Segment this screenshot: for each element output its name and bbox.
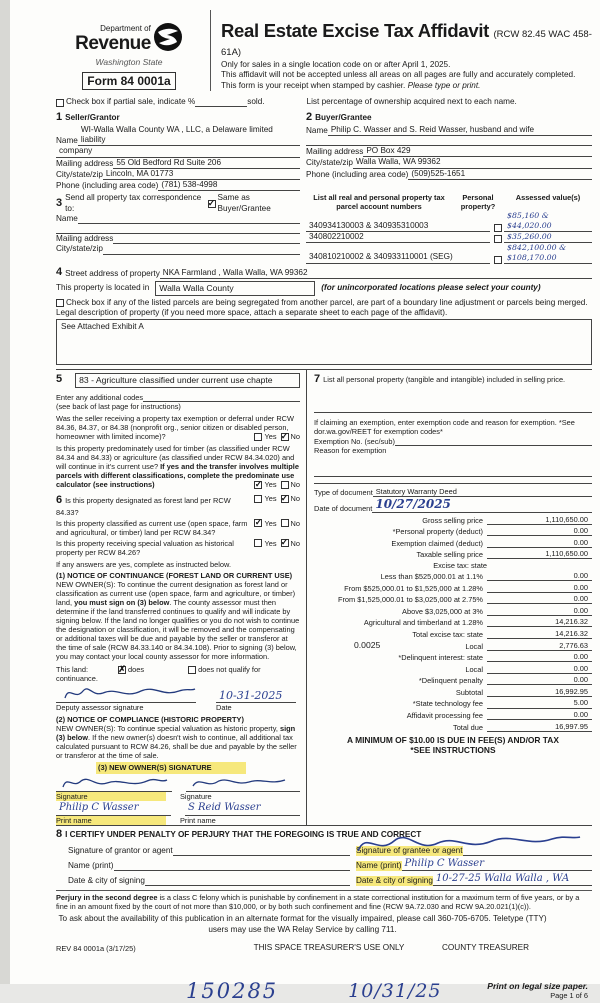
fee-label: Affidavit processing fee <box>406 711 483 720</box>
s5-q1-no-checkbox[interactable]: ✓ <box>280 430 289 441</box>
county-select[interactable]: Walla Walla County <box>155 281 315 296</box>
no-label: No <box>290 480 300 490</box>
personal-property-text: List all personal property (tangible and intangible) included in selling price. <box>323 375 566 385</box>
this-land-label: This land: <box>56 665 89 675</box>
s5-q2-no-checkbox[interactable] <box>281 481 289 489</box>
perjury-note: Perjury in the second degree is a class C felony which is punishable by confinement in a state correctional institution for a maximum term of five years, or by a fine in an amount fixed by the court of not more than $10,000, or by both such confinement and fine (RCW 9A.72.030 and RCW 9A.20.021(1)(c)). <box>56 890 592 911</box>
fee-value-input[interactable]: 0.00 <box>487 606 592 616</box>
fee-value-input[interactable]: 0.00 <box>487 594 592 604</box>
fee-value-input[interactable]: 0.00 <box>487 526 592 536</box>
corr-name-label: Name <box>56 213 78 223</box>
current-use-question: Is this property classified as current use (open space, farm and agricultural, or timber) land per RCW 84.34? <box>56 518 248 537</box>
parcel-number-input[interactable]: 340810210002 & 340933110001 (SEG) <box>306 252 490 263</box>
fee-value-input[interactable]: 1,110,650.00 <box>487 515 592 525</box>
treasurer-stamp-date: 10/31/25 <box>348 979 442 1002</box>
grantor-signature-input[interactable] <box>173 846 350 856</box>
parcel-table <box>306 193 592 263</box>
seller-heading: Seller/Grantor <box>65 113 120 122</box>
deputy-assessor-signature-line[interactable] <box>56 682 196 703</box>
dept-of-label: Department of <box>100 24 151 33</box>
does-label: does <box>128 665 145 675</box>
continuance-label: continuance. <box>56 674 98 684</box>
corr-name-input[interactable] <box>78 214 300 224</box>
tax-correspondence-section <box>56 193 306 263</box>
see-instructions-note: *SEE INSTRUCTIONS <box>410 744 496 755</box>
fee-value-input[interactable]: 2,776.63 <box>487 641 592 651</box>
signature-2-label: Signature <box>180 791 212 801</box>
buyer-address-input[interactable]: PO Box 429 <box>363 146 592 157</box>
s6-q3-no-checkbox[interactable]: ✓ <box>280 537 289 548</box>
seller-csz-label: City/state/zip <box>56 169 103 179</box>
fee-label: Less than $525,000.01 at 1.1% <box>380 572 483 582</box>
corr-csz-input[interactable] <box>103 245 300 255</box>
seller-address-input[interactable]: 55 Old Bedford Rd Suite 206 <box>113 158 300 169</box>
fee-value-input[interactable]: 1,110,650.00 <box>487 549 592 559</box>
no-label: No <box>290 432 300 442</box>
exemption-no-input[interactable] <box>395 436 592 446</box>
section-3-label: Send all property tax correspondence to: <box>65 193 202 213</box>
grantor-signature-label: Signature of grantor or agent <box>68 846 173 856</box>
partial-sale-suffix: sold. <box>247 96 265 106</box>
tty-note: To ask about the availability of this publication in an alternate format for the visually impaired, please call 360-705-6705. Teletype (TTY) users may use the WA Relay Service by calling 711. <box>58 914 547 934</box>
additional-codes-label: Enter any additional codes <box>56 392 144 402</box>
page-number: Page 1 of 6 <box>550 991 588 1001</box>
grantor-name-input[interactable] <box>114 861 351 871</box>
print-name-1-input[interactable]: Philip C Wasser <box>56 802 171 815</box>
grantor-date-label: Date & city of signing <box>68 876 145 886</box>
fee-value-input[interactable]: 0.00 <box>487 583 592 593</box>
seller-address-label: Mailing address <box>56 158 114 168</box>
print-name-2-input[interactable]: S Reid Wasser <box>185 802 300 815</box>
yes-label: Yes <box>264 538 277 548</box>
located-in-label: This property is located in <box>56 283 150 293</box>
new-owner-signature-2-line[interactable] <box>186 773 300 792</box>
deputy-signature-label: Deputy assessor signature <box>56 703 144 713</box>
excise-tax-state-header: Excise tax: state <box>433 560 487 570</box>
legal-description-label: Legal description of property (if you need more space, attach a separate sheet to each page of the affidavit). <box>56 308 448 318</box>
grantee-name-input[interactable]: Philip C Wasser <box>402 858 593 872</box>
section-7-number: 7 <box>314 373 321 386</box>
assessed-value-input[interactable]: $35,260.00 <box>504 232 592 243</box>
grantee-signature-label: Signature of grantee or agent <box>356 846 463 856</box>
yes-label: Yes <box>264 494 277 504</box>
dor-swirl-logo-icon <box>153 22 183 57</box>
fee-label: Exemption claimed (deduct) <box>391 538 483 548</box>
does-not-label: does not qualify for <box>198 665 261 675</box>
reason-exemption-input[interactable] <box>314 467 592 477</box>
buyer-address-label: Mailing address <box>306 147 364 156</box>
fee-label: From $525,000.01 to $1,525,000 at 1.28% <box>344 583 483 593</box>
section-5-6-column <box>56 370 306 824</box>
buyer-phone-label: Phone (including area code) <box>306 169 409 179</box>
buyer-name-input[interactable]: Philip C. Wasser and S. Reid Wasser, husband and wife <box>328 125 592 136</box>
ownership-note: List percentage of ownership acquired next to each name. <box>306 96 517 106</box>
fee-label: *State technology fee <box>412 699 483 709</box>
partial-sale-label: Check box if partial sale, indicate % <box>66 96 196 106</box>
grantee-signature-image <box>352 827 582 857</box>
s6-q1-yes-checkbox[interactable] <box>254 495 262 503</box>
historical-property-question: Is this property receiving special valuation as historical property per RCW 84.26? <box>56 538 234 557</box>
date-of-document-label: Date of document <box>314 503 373 513</box>
certify-statement: I CERTIFY UNDER PENALTY OF PERJURY THAT THE FOREGOING IS TRUE AND CORRECT <box>65 829 422 839</box>
new-owner-signature-1-line[interactable] <box>56 773 172 792</box>
minimum-due-note: A MINIMUM OF $10.00 IS DUE IN FEE(S) AND/OR TAX <box>347 734 559 745</box>
seller-phone-label: Phone (including area code) <box>56 181 159 190</box>
grantor-name-label: Name (print) <box>68 861 114 871</box>
land-use-code-select[interactable]: 83 - Agriculture classified under current use chapte <box>75 373 300 387</box>
parcel-number-input[interactable]: 340934130003 & 340935310003 <box>306 221 490 232</box>
fee-label: Subtotal <box>455 687 483 697</box>
if-any-answers-note: If any answers are yes, complete as instructed below. <box>56 559 231 569</box>
personal-property-col-header: Personal property? <box>460 193 496 212</box>
section-7-fees-column <box>306 370 592 824</box>
assessed-value-col-header: Assessed value(s) <box>515 193 581 203</box>
partial-sale-percent-input[interactable] <box>195 97 247 107</box>
print-legal-note: Print on legal size paper. <box>487 981 588 992</box>
predominate-use-question-bold: If yes and the transfer involves multiple parcels with different classifications, complete the predominate use calculator (see instructions) <box>56 462 299 490</box>
type-of-document-label: Type of document <box>314 487 373 497</box>
street-address-label: Street address of property <box>65 269 160 278</box>
deputy-date-input[interactable]: 10-31-2025 <box>216 689 296 703</box>
personal-property-checkbox-3[interactable] <box>494 256 502 264</box>
parcel-number-input[interactable]: 340802210002 <box>306 232 490 243</box>
property-address-section <box>56 266 592 366</box>
parcel-row <box>306 232 592 243</box>
buyer-heading: Buyer/Grantee <box>315 113 372 122</box>
notice-compliance-title: (2) NOTICE OF COMPLIANCE (HISTORIC PROPERTY) <box>56 715 244 725</box>
buyer-phone-input[interactable]: (509)525-1651 <box>408 169 592 180</box>
washington-state-label: Washington State <box>95 57 163 67</box>
additional-codes-input[interactable] <box>143 392 300 402</box>
parcel-col-header: List all real and personal property tax parcel account numbers <box>313 193 445 212</box>
fee-label: Agricultural and timberland at 1.28% <box>363 618 483 628</box>
form-header <box>56 10 592 91</box>
print-name-1-label: Print name <box>56 816 166 825</box>
fee-label: Above $3,025,000 at 3% <box>402 606 483 616</box>
exemption-no-label: Exemption No. (sec/sub) <box>314 436 395 446</box>
header-note-2: This affidavit will not be accepted unless all areas on all pages are fully and accurately completed. <box>221 70 576 80</box>
fee-label: *Delinquent penalty <box>418 676 483 686</box>
type-of-document-input[interactable]: Statutory Warranty Deed <box>373 487 592 497</box>
fee-label: Taxable selling price <box>416 550 483 560</box>
print-name-2-label: Print name <box>180 815 216 825</box>
fee-value-input[interactable]: 14,216.32 <box>487 617 592 627</box>
street-address-input[interactable]: NKA Farmland , Walla Walla, WA 99362 <box>160 268 592 279</box>
yes-label: Yes <box>264 518 277 528</box>
county-treasurer-label: COUNTY TREASURER <box>442 942 530 952</box>
rev-number: REV 84 0001a (3/17/25) <box>56 943 136 953</box>
treasurer-space-label: THIS SPACE TREASURER'S USE ONLY <box>253 942 405 952</box>
buyer-csz-label: City/state/zip <box>306 158 353 168</box>
header-note-1: Only for sales in a single location code on or after April 1, 2025. <box>221 60 451 69</box>
date-of-document-input[interactable]: 10/27/2025 <box>372 497 592 513</box>
buyer-name-input-2[interactable] <box>306 136 592 146</box>
seller-phone-input[interactable]: (781) 538-4998 <box>158 180 300 191</box>
dor-logo-block <box>56 10 202 91</box>
seller-exemption-question: Was the seller receiving a property tax exemption or deferral under RCW 84.36, 84.37, or 84.38 (nonprofit org., senior citizen or disabled person, homeowner with limited income)? <box>56 414 294 442</box>
partial-sale-row <box>56 97 592 107</box>
seller-name-label: Name <box>56 136 78 145</box>
s6-q3-yes-checkbox[interactable] <box>254 539 262 547</box>
grantee-date-label: Date & city of signing <box>356 876 433 886</box>
yes-label: Yes <box>264 480 277 490</box>
title-block <box>210 10 592 91</box>
certification-section <box>56 828 592 887</box>
header-note-3: This form is your receipt when stamped by cashier. <box>221 80 406 90</box>
same-as-buyer-checkbox[interactable]: ✓ <box>207 197 216 208</box>
section-3-number: 3 <box>56 196 63 209</box>
personal-property-checkbox-1[interactable] <box>494 224 502 232</box>
form-title: Real Estate Excise Tax Affidavit <box>221 20 490 41</box>
buyer-csz-input[interactable]: Walla Walla, WA 99362 <box>353 157 592 168</box>
s5-q2-yes-checkbox[interactable]: ✓ <box>254 478 263 489</box>
notice-continuance-title: (1) NOTICE OF CONTINUANCE (FOREST LAND OR CURRENT USE) <box>56 570 293 580</box>
no-label: No <box>290 494 300 504</box>
fee-label: Total excise tax: state <box>412 629 483 639</box>
fee-value-input[interactable]: 5.00 <box>487 698 592 708</box>
parcel-row <box>306 211 592 231</box>
section-6-number: 6 <box>56 494 63 507</box>
form-title-rcw: (RCW 82.45 WAC 458-61A) <box>221 29 592 58</box>
fee-label: Local <box>465 664 483 674</box>
personal-property-input[interactable] <box>314 403 592 413</box>
fee-value-input[interactable]: 0.00 <box>487 571 592 581</box>
deputy-assessor-signature-image <box>59 682 197 702</box>
grantee-name-label: Name (print) <box>356 861 402 871</box>
section-8-number: 8 <box>56 827 63 840</box>
s6-q2-no-checkbox[interactable] <box>281 519 289 527</box>
form-number: Form 84 0001a <box>82 72 175 90</box>
buyer-grantee-section <box>306 111 592 191</box>
exemption-instructions: If claiming an exemption, enter exemption code and reason for exemption. *See dor.wa.gov/REET for exemption codes* <box>314 417 575 436</box>
segregated-checkbox[interactable] <box>56 299 64 307</box>
corr-csz-label: City/state/zip <box>56 244 103 254</box>
fee-label: Local <box>465 641 483 651</box>
seller-csz-input[interactable]: Lincoln, MA 01773 <box>103 169 300 180</box>
yes-label: Yes <box>264 432 277 442</box>
forest-land-question: Is this property designated as forest land per RCW 84.33? <box>56 496 231 517</box>
grantor-date-input[interactable] <box>145 876 350 886</box>
header-note-3-italic: Please type or print. <box>407 80 481 90</box>
fee-value-input[interactable]: 0.00 <box>487 538 592 548</box>
personal-property-checkbox-2[interactable] <box>494 235 502 243</box>
signature-1-label: Signature <box>56 792 166 801</box>
local-rate-value: 0.0025 <box>354 640 381 651</box>
additional-codes-note: (see back of last page for instructions) <box>56 401 181 411</box>
s5-q1-yes-checkbox[interactable] <box>254 433 262 441</box>
fee-label: Gross selling price <box>422 515 483 525</box>
same-as-buyer-label: Same as Buyer/Grantee <box>217 193 271 213</box>
fee-value-input[interactable]: 0.00 <box>487 664 592 674</box>
assessed-value-input[interactable]: $85,160 & $44,020.00 <box>504 211 592 231</box>
section-1-number: 1 <box>56 111 63 123</box>
parcel-row <box>306 243 592 263</box>
fee-value-input[interactable]: 0.00 <box>487 710 592 720</box>
fee-label: *Personal property (deduct) <box>392 527 483 537</box>
deputy-date-label: Date <box>216 703 232 713</box>
fee-value-input[interactable]: 0.00 <box>487 652 592 662</box>
new-owner-signature-1-image <box>59 773 169 791</box>
fee-value-input[interactable]: 16,992.95 <box>487 687 592 697</box>
fee-label: *Delinquent interest: state <box>398 653 483 663</box>
no-label: No <box>290 538 300 548</box>
partial-sale-checkbox[interactable] <box>56 99 64 107</box>
notice-continuance-body: NEW OWNER(S): To continue the current designation as forest land or classification as current use (open space, farm and agriculture, or timber) land, you must sign on (3) below. The county assessor must then determine if the land transferred continues to qualify and will indicate by signing below. If the land no longer qualifies or you do not wish to continue the designation or classification, it will be removed and the compensating or additional taxes will be due and payable by the seller or transferor at the time of sale (RCW 84.33.140 or 84.34.108). Prior to signing (3) below, you may contact your local county assessor for more information. <box>56 579 300 662</box>
does-not-qualify-checkbox[interactable] <box>188 666 196 674</box>
segregated-label: Check box if any of the listed parcels are being segregated from another parcel, are part of a boundary line adjustment or parcels being merged. <box>66 297 588 307</box>
agency-name: Revenue <box>75 33 151 54</box>
corr-name-input-2[interactable] <box>56 224 300 234</box>
section-2-number: 2 <box>306 111 313 123</box>
seller-name-input-2[interactable]: company <box>56 146 300 157</box>
fee-value-input[interactable]: 14,216.32 <box>487 629 592 639</box>
section-4-number: 4 <box>56 265 63 278</box>
corr-address-input[interactable] <box>113 234 300 244</box>
legal-description-input[interactable]: See Attached Exhibit A <box>56 319 592 365</box>
new-owner-signature-2-image <box>189 773 289 791</box>
assessed-value-input[interactable]: $842,100.00 & $108,170.00 <box>504 243 592 263</box>
section-5-number: 5 <box>56 373 63 386</box>
reason-exemption-label: Reason for exemption <box>314 445 387 455</box>
s6-q2-yes-checkbox[interactable]: ✓ <box>254 517 263 528</box>
new-owners-signature-title: (3) NEW OWNER(S) SIGNATURE <box>96 762 246 773</box>
fee-label: From $1,525,000.01 to $3,025,000 at 2.75% <box>337 595 483 605</box>
fee-label: Total due <box>453 722 483 732</box>
no-label: No <box>290 518 300 528</box>
predominate-use-question: Is this property predominately used for timber (as classified under RCW 84.34 and 84.33) or agriculture (as classified under RCW 84.34.020) and will continue in it's current use? <box>56 444 295 472</box>
grantee-date-input[interactable]: 10-27-25 Walla Walla , WA <box>433 873 592 887</box>
located-in-note: (for unincorporated locations please select your county) <box>321 283 541 293</box>
treasurer-stamp-number: 150285 <box>186 978 279 1003</box>
does-qualify-checkbox[interactable]: ✗ <box>118 663 126 674</box>
corr-address-label: Mailing address <box>56 234 114 243</box>
fee-value-input[interactable]: 16,997.95 <box>487 722 592 732</box>
seller-grantor-section <box>56 111 306 191</box>
buyer-name-label: Name <box>306 125 328 135</box>
fee-value-input[interactable]: 0.00 <box>487 675 592 685</box>
notice-compliance-body: NEW OWNER(S): To continue special valuation as historic property, sign (3) below. If the new owner(s) doesn't wish to continue, all additional tax calculated pursuant to RCW 84.26, shall be due and payable by the seller or transferor at the time of sale. <box>56 724 297 761</box>
s6-q1-no-checkbox[interactable]: ✓ <box>280 492 289 503</box>
seller-name-input[interactable]: WI-Walla Walla County WA , LLC, a Delaware limited liability <box>78 125 300 147</box>
